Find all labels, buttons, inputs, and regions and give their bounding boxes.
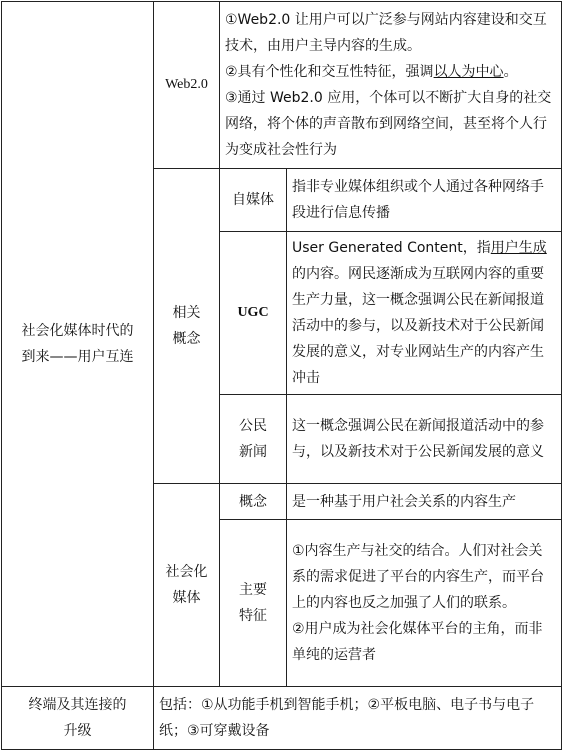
ugc-text-emphasis: 用户生成: [490, 240, 547, 256]
concept-label: 概念: [220, 484, 287, 520]
ugc-text-rest: 的内容。网民逐渐成为互联网内容的重要生产力量，这一概念强调公民在新闻报道活动中的参与，以及新技术对于公民新闻发展的意义，对专业网站生产的内容产生冲击: [292, 266, 544, 386]
table-row: [2, 2, 562, 169]
section-title-line2: 到来——用户互连: [21, 349, 134, 365]
ugc-label: UGC: [220, 232, 287, 395]
social-media-label-line1: 社会化: [165, 564, 208, 580]
features-content: [287, 520, 562, 687]
web20-point-2-end: 。: [503, 64, 518, 80]
web20-point-2-text: ②具有个性化和交互性特征，强调: [225, 64, 434, 80]
features-label-line2: 特征: [239, 608, 267, 624]
table-row: [2, 687, 562, 750]
features-point-1: ①内容生产与社交的结合。人们对社会关系的需求促进了平台的内容生产，而平台上的内容也反之加强了人们的联系。: [292, 543, 544, 611]
web20-label: Web2.0: [154, 2, 220, 169]
citizen-text: 这一概念强调公民在新闻报道活动中的参与，以及新技术对于公民新闻发展的意义: [287, 395, 562, 484]
web20-content: [220, 2, 562, 169]
terminal-label-cell: [2, 687, 154, 750]
we-media-text: 指非专业媒体组织或个人通过各种网络手段进行信息传播: [287, 169, 562, 232]
terminal-table: [1, 686, 562, 750]
citizen-label-cell: [220, 395, 287, 484]
related-label-line1: 相关: [172, 305, 201, 321]
web20-point-3: ③通过 Web2.0 应用，个体可以不断扩大自身的社交网络，将个体的声音散布到网络空间，甚至将个人行为变成社会性行为: [225, 90, 552, 158]
related-label-line2: 概念: [172, 331, 201, 347]
section-title-line1: 社会化媒体时代的: [21, 323, 134, 339]
section-title-cell: [2, 2, 154, 687]
terminal-text: 包括：①从功能手机到智能手机；②平板电脑、电子书与电子纸；③可穿戴设备: [154, 687, 562, 750]
ugc-text-start: User Generated Content，指: [292, 240, 491, 256]
web20-point-2: [225, 59, 556, 85]
knowledge-table: [1, 1, 562, 687]
citizen-label-line2: 新闻: [239, 444, 267, 460]
web20-point-1: ①Web2.0 让用户可以广泛参与网站内容建设和交互技术，由用户主导内容的生成。: [225, 12, 547, 54]
citizen-label-line1: 公民: [239, 418, 267, 434]
related-label-cell: [154, 169, 220, 484]
terminal-label-line1: 终端及其连接的: [28, 697, 127, 713]
social-media-label-cell: [154, 484, 220, 687]
features-label-cell: [220, 520, 287, 687]
ugc-text: [287, 232, 562, 395]
we-media-label: 自媒体: [220, 169, 287, 232]
features-point-2: ②用户成为社会化媒体平台的主角，而非单纯的运营者: [292, 621, 543, 663]
terminal-label-line2: 升级: [63, 723, 92, 739]
features-label-line1: 主要: [239, 582, 267, 598]
concept-text: 是一种基于用户社会关系的内容生产: [287, 484, 562, 520]
web20-point-2-emphasis: 以人为中心: [433, 64, 504, 80]
social-media-label-line2: 媒体: [172, 590, 201, 606]
